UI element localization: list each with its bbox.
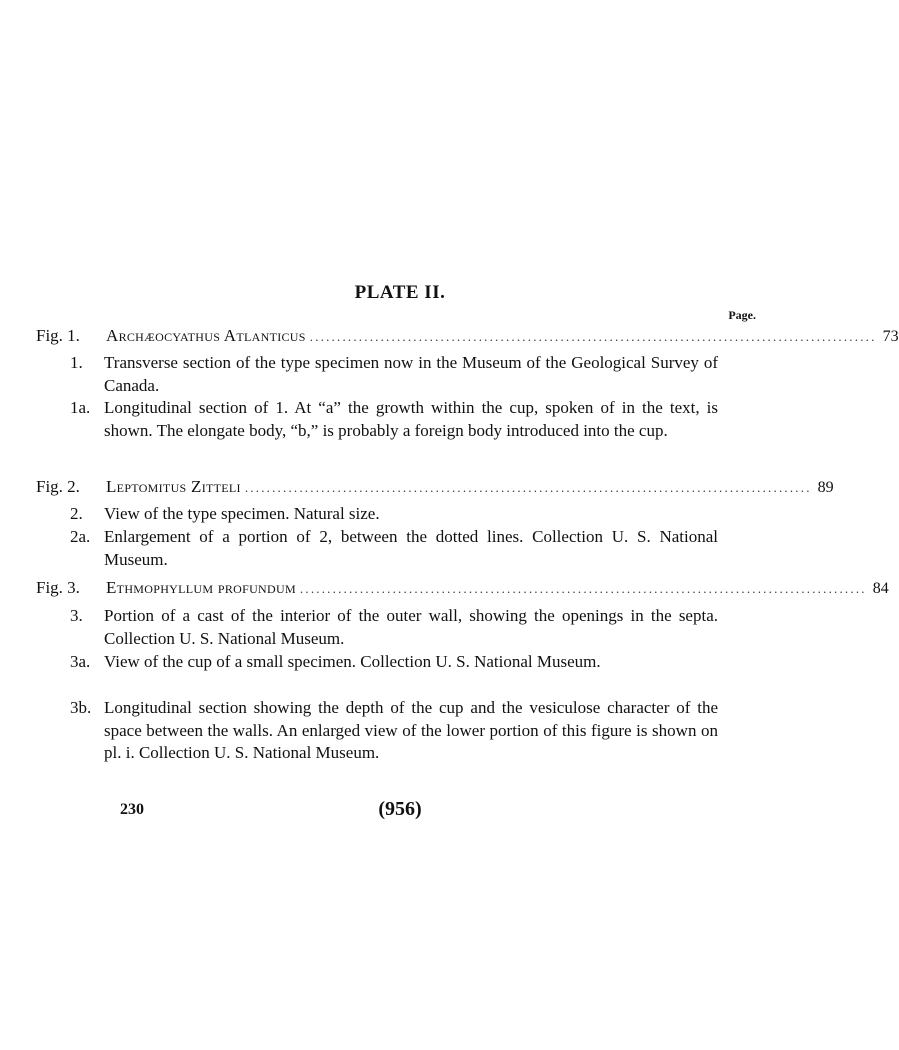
entry-text: View of the cup of a small specimen. Collection U. S. National Museum.: [104, 652, 601, 671]
figure-entry: [70, 397, 718, 442]
page-number: 230: [120, 801, 144, 818]
figure-entry: [70, 605, 718, 650]
figure-entry: [70, 503, 718, 526]
entry-number: 3b.: [70, 698, 92, 717]
entry-text: View of the type specimen. Natural size.: [104, 504, 380, 523]
figure-page-number: 73: [882, 328, 899, 345]
figure-entry: [70, 697, 718, 765]
figure-label: Fig. 3.: [36, 578, 80, 597]
entry-number: 1a.: [70, 398, 91, 417]
entry-number: 2a.: [70, 527, 91, 546]
entry-text: Portion of a cast of the interior of the outer wall, showing the openings in the septa. Collection U. S. National Museum.: [104, 606, 718, 648]
page-column-header: Page.: [728, 308, 756, 322]
figure-name: Leptomitus Zitteli: [106, 477, 241, 496]
entry-number: 3a.: [70, 652, 91, 671]
figure-entry: [70, 651, 718, 674]
figure-name: Ethmophyllum profundum: [106, 578, 296, 597]
figure-entry: [70, 352, 718, 397]
entry-text: Enlargement of a portion of 2, between the dotted lines. Collection U. S. National Museum.: [104, 527, 718, 569]
dot-leader: ........................................................................................................: [244, 480, 812, 495]
entry-number: 1.: [70, 353, 83, 372]
figure-3-heading: [36, 578, 889, 600]
dot-leader: ........................................................................................................: [309, 329, 877, 344]
figure-page-number: 84: [872, 580, 889, 597]
figure-2-heading: [36, 477, 834, 499]
figure-label: Fig. 2.: [36, 477, 80, 496]
entry-text: Longitudinal section of 1. At “a” the growth within the cup, spoken of in the text, is shown. The elongate body, “b,” is probably a foreign body introduced into the cup.: [104, 398, 718, 440]
figure-entry: [70, 526, 718, 571]
sequence-number: (956): [378, 798, 422, 820]
figure-label: Fig. 1.: [36, 326, 80, 345]
dot-leader: ........................................................................................................: [299, 581, 867, 596]
entry-text: Longitudinal section showing the depth of the cup and the vesiculose character of the space between the walls. An enlarged view of the lower portion of this figure is shown on pl. i. Collection U. S. National Museum.: [104, 698, 718, 762]
entry-text: Transverse section of the type specimen now in the Museum of the Geological Survey of Canada.: [104, 353, 718, 395]
figure-page-number: 89: [817, 479, 834, 496]
plate-title: PLATE II.: [354, 282, 446, 303]
figure-name: Archæocyathus Atlanticus: [106, 326, 306, 345]
entry-number: 3.: [70, 606, 83, 625]
figure-1-heading: [36, 326, 899, 348]
entry-number: 2.: [70, 504, 83, 523]
